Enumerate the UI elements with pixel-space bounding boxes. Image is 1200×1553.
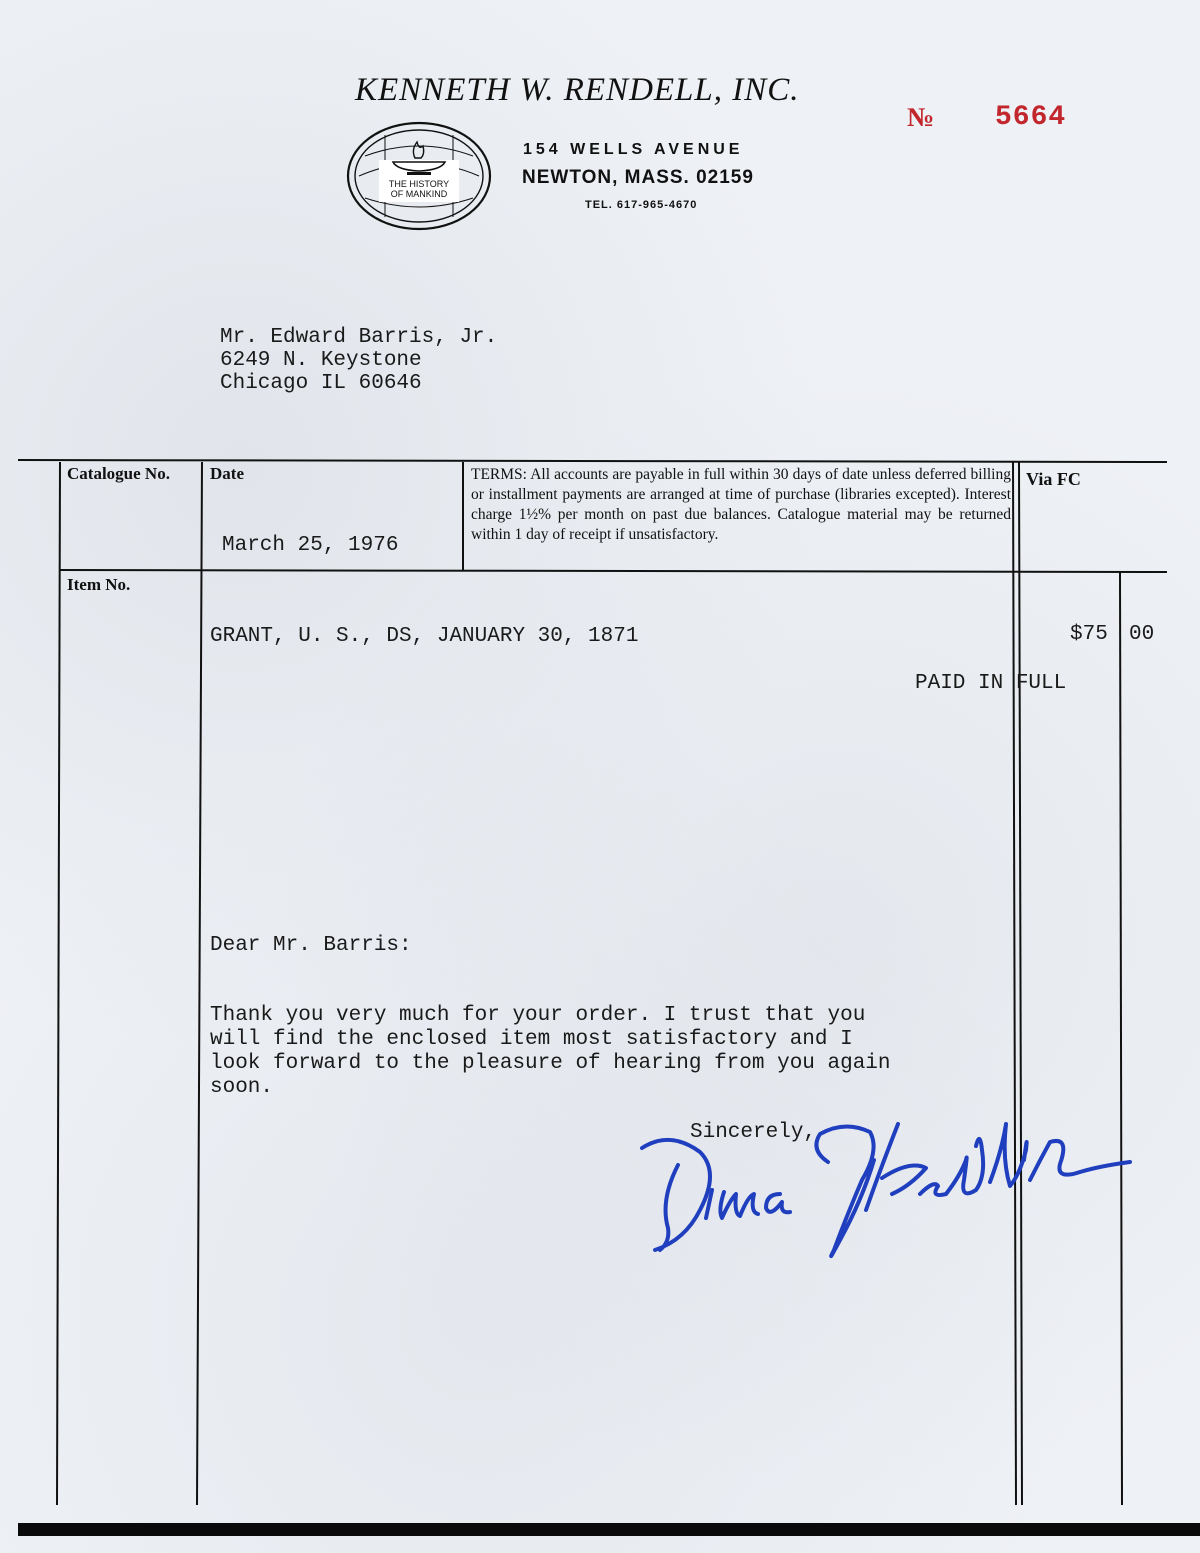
company-street: 154 WELLS AVENUE <box>523 141 744 158</box>
letter-line: will find the enclosed item most satisfactory and I <box>210 1028 853 1051</box>
invoice-date: March 25, 1976 <box>222 534 399 557</box>
recipient-city: Chicago IL 60646 <box>220 372 422 395</box>
item-price-cents: 00 <box>1129 623 1155 646</box>
letter-salutation: Dear Mr. Barris: <box>210 934 412 957</box>
company-name: KENNETH W. RENDELL, INC. <box>355 72 800 108</box>
item-description: GRANT, U. S., DS, JANUARY 30, 1871 <box>210 625 639 648</box>
item-price-dollars: $75 <box>1070 623 1108 646</box>
catalogue-number-header: Catalogue No. <box>67 464 170 483</box>
letter-closing: Sincerely, <box>690 1121 817 1144</box>
terms-text: TERMS: All accounts are payable in full within 30 days of date unless deferred billing or installment payments are arranged at time of purchase (libraries excepted). Interest charge 1½% per month on past due balances. Catalogue material may be returned within 1 day of receipt if unsatisfactory. <box>471 466 1011 543</box>
company-tel: TEL. 617-965-4670 <box>585 199 698 211</box>
letter-line: soon. <box>210 1076 274 1099</box>
letter-line: look forward to the pleasure of hearing from you again <box>210 1052 891 1075</box>
handwritten-signature <box>630 1090 1150 1270</box>
invoice-number-label: № <box>907 102 935 132</box>
item-number-header: Item No. <box>67 575 131 594</box>
recipient-name: Mr. Edward Barris, Jr. <box>220 326 498 349</box>
recipient-street: 6249 N. Keystone <box>220 349 422 372</box>
scan-bottom-edge <box>18 1523 1200 1536</box>
payment-status: PAID IN FULL <box>915 672 1067 695</box>
logo-text-line1: THE HISTORY <box>388 179 450 189</box>
letter-line: Thank you very much for your order. I trust that you <box>210 1004 866 1027</box>
logo-text-line2: OF MANKIND <box>390 189 448 199</box>
invoice-number: 5664 <box>995 102 1067 133</box>
date-header: Date <box>210 464 244 483</box>
shipping-via: Via FC <box>1026 469 1081 489</box>
company-city: NEWTON, MASS. 02159 <box>522 167 754 188</box>
